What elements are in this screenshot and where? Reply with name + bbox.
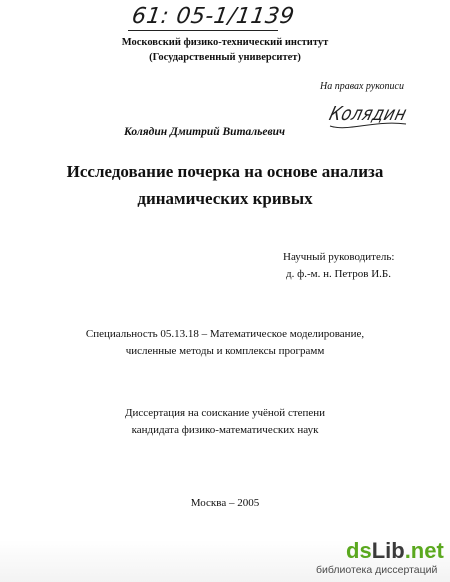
watermark-brand-ds: ds — [346, 538, 372, 563]
institute-subtitle: (Государственный университет) — [149, 52, 301, 63]
archive-code: 61: 05-1/1139 — [130, 4, 296, 29]
signature: Колядин — [326, 102, 410, 125]
signature-flourish — [328, 118, 408, 132]
supervisor-label: Научный руководитель: — [283, 251, 395, 263]
city-year: Москва – 2005 — [190, 497, 260, 509]
watermark-logo[interactable] — [346, 539, 444, 563]
thesis-title-line1: Исследование почерка на основе анализа — [66, 162, 384, 181]
watermark-subtitle: библиотека диссертаций — [316, 564, 438, 576]
manuscript-rights: На правах рукописи — [320, 81, 404, 92]
archive-code-underline — [128, 30, 278, 31]
author-name: Колядин Дмитрий Витальевич — [124, 126, 286, 138]
institute-name: Московский физико-технический институт — [121, 37, 329, 48]
specialty-line2: численные методы и комплексы программ — [125, 345, 325, 357]
thesis-degree-line2: кандидата физико-математических наук — [131, 424, 319, 436]
watermark-brand-net: .net — [404, 538, 444, 563]
specialty-line1: Специальность 05.13.18 – Математическое моделирование, — [85, 328, 365, 340]
thesis-degree-line1: Диссертация на соискание учёной степени — [124, 407, 326, 419]
thesis-title-line2: динамических кривых — [137, 189, 313, 208]
watermark-brand-lib: Lib — [371, 538, 405, 563]
supervisor-name: д. ф.-м. н. Петров И.Б. — [286, 268, 391, 280]
